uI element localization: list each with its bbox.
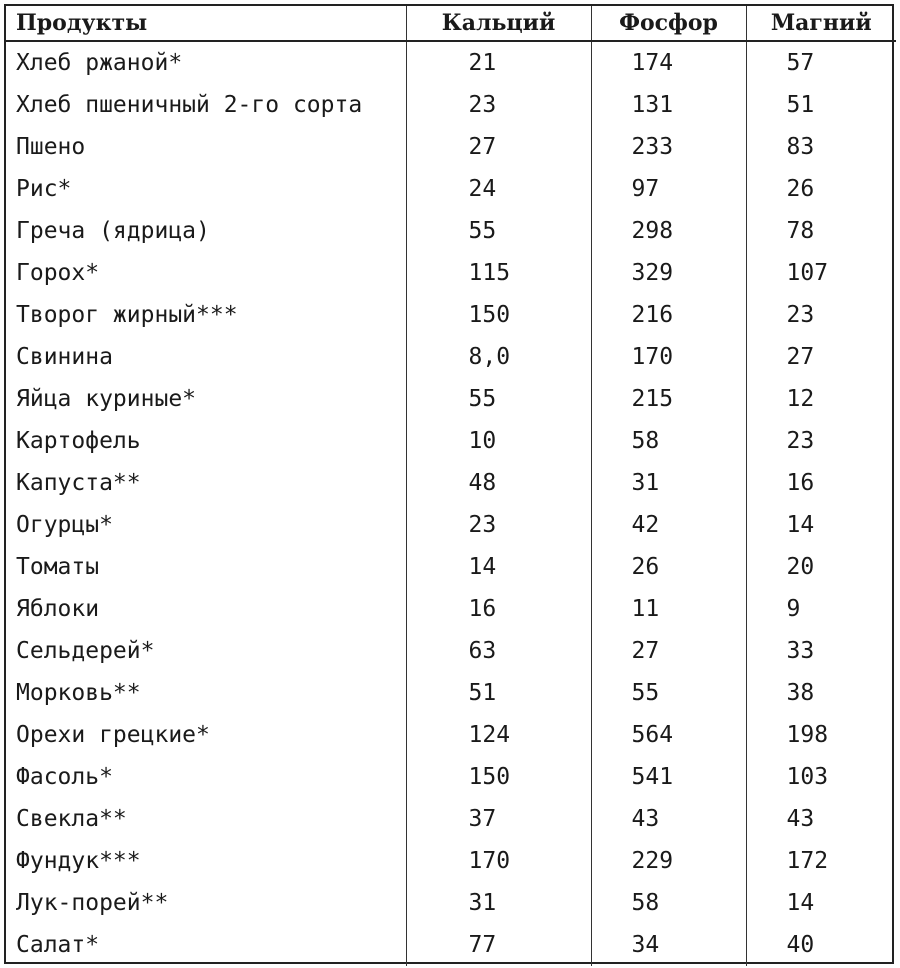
calcium-cell: 21: [406, 41, 591, 84]
header-magnesium: Магний: [746, 6, 896, 41]
calcium-cell: 170: [406, 840, 591, 882]
magnesium-cell: 172: [786, 848, 829, 874]
calcium-cell: 8,0: [406, 336, 591, 378]
header-products: Продукты: [6, 6, 406, 41]
minerals-table: [6, 6, 896, 966]
magnesium-cell: 198: [786, 722, 829, 748]
magnesium-cell: 20: [786, 554, 815, 580]
table-row: [6, 210, 896, 252]
magnesium-cell: 33: [786, 638, 815, 664]
calcium-cell: 150: [406, 294, 591, 336]
magnesium-cell: 26: [786, 176, 815, 202]
phosphorus-cell: 43: [591, 798, 746, 840]
product-cell: Творог жирный***: [6, 294, 406, 336]
product-cell: Хлеб пшеничный 2-го сорта: [6, 84, 406, 126]
magnesium-cell: 107: [786, 260, 829, 286]
calcium-cell: 14: [406, 546, 591, 588]
magnesium-cell: 23: [786, 302, 815, 328]
product-cell: Пшено: [6, 126, 406, 168]
product-cell: Морковь**: [6, 672, 406, 714]
product-cell: Хлеб ржаной*: [6, 41, 406, 84]
calcium-cell: 48: [406, 462, 591, 504]
calcium-cell: 37: [406, 798, 591, 840]
product-cell: Фасоль*: [6, 756, 406, 798]
phosphorus-cell: 55: [591, 672, 746, 714]
phosphorus-cell: 26: [591, 546, 746, 588]
calcium-cell: 16: [406, 588, 591, 630]
phosphorus-cell: 170: [591, 336, 746, 378]
phosphorus-cell: 229: [591, 840, 746, 882]
table-body: [6, 41, 896, 966]
table-row: [6, 840, 896, 882]
product-cell: Сельдерей*: [6, 630, 406, 672]
calcium-cell: 24: [406, 168, 591, 210]
calcium-cell: 55: [406, 210, 591, 252]
magnesium-cell: 14: [786, 512, 815, 538]
magnesium-cell: 78: [786, 218, 815, 244]
table-row: [6, 168, 896, 210]
phosphorus-cell: 58: [591, 882, 746, 924]
table-row: [6, 630, 896, 672]
product-cell: Яйца куриные*: [6, 378, 406, 420]
phosphorus-cell: 298: [591, 210, 746, 252]
table-row: [6, 252, 896, 294]
phosphorus-cell: 34: [591, 924, 746, 966]
product-cell: Огурцы*: [6, 504, 406, 546]
table-row: [6, 504, 896, 546]
header-phosphorus: Фосфор: [591, 6, 746, 41]
phosphorus-cell: 329: [591, 252, 746, 294]
calcium-cell: 77: [406, 924, 591, 966]
product-cell: Орехи грецкие*: [6, 714, 406, 756]
magnesium-cell: 83: [786, 134, 815, 160]
magnesium-cell: 51: [786, 92, 815, 118]
phosphorus-cell: 215: [591, 378, 746, 420]
phosphorus-cell: 11: [591, 588, 746, 630]
magnesium-cell: 40: [786, 932, 815, 958]
magnesium-cell: 16: [786, 470, 815, 496]
magnesium-cell: 27: [786, 344, 815, 370]
phosphorus-cell: 27: [591, 630, 746, 672]
calcium-cell: 10: [406, 420, 591, 462]
table-row: [6, 756, 896, 798]
calcium-cell: 27: [406, 126, 591, 168]
table-row: [6, 714, 896, 756]
calcium-cell: 23: [406, 504, 591, 546]
product-cell: Горох*: [6, 252, 406, 294]
header-calcium: Кальций: [406, 6, 591, 41]
table-row: [6, 41, 896, 84]
calcium-cell: 150: [406, 756, 591, 798]
table-row: [6, 798, 896, 840]
product-cell: Капуста**: [6, 462, 406, 504]
table-header-row: [6, 6, 896, 41]
phosphorus-cell: 541: [591, 756, 746, 798]
product-cell: Свинина: [6, 336, 406, 378]
product-cell: Лук-порей**: [6, 882, 406, 924]
phosphorus-cell: 58: [591, 420, 746, 462]
table-row: [6, 378, 896, 420]
phosphorus-cell: 31: [591, 462, 746, 504]
phosphorus-cell: 42: [591, 504, 746, 546]
calcium-cell: 124: [406, 714, 591, 756]
product-cell: Фундук***: [6, 840, 406, 882]
phosphorus-cell: 564: [591, 714, 746, 756]
table-row: [6, 462, 896, 504]
table-row: [6, 336, 896, 378]
table-row: [6, 882, 896, 924]
calcium-cell: 31: [406, 882, 591, 924]
calcium-cell: 23: [406, 84, 591, 126]
magnesium-cell: 103: [786, 764, 829, 790]
table-row: [6, 546, 896, 588]
table-row: [6, 294, 896, 336]
magnesium-cell: 43: [786, 806, 815, 832]
calcium-cell: 63: [406, 630, 591, 672]
phosphorus-cell: 174: [591, 41, 746, 84]
calcium-cell: 55: [406, 378, 591, 420]
table-row: [6, 924, 896, 966]
phosphorus-cell: 97: [591, 168, 746, 210]
magnesium-cell: 12: [786, 386, 815, 412]
magnesium-cell: 9: [786, 596, 801, 622]
product-cell: Греча (ядрица): [6, 210, 406, 252]
product-cell: Томаты: [6, 546, 406, 588]
calcium-cell: 51: [406, 672, 591, 714]
product-cell: Картофель: [6, 420, 406, 462]
magnesium-cell: 57: [786, 50, 815, 76]
product-cell: Салат*: [6, 924, 406, 966]
table-row: [6, 126, 896, 168]
phosphorus-cell: 233: [591, 126, 746, 168]
product-cell: Свекла**: [6, 798, 406, 840]
phosphorus-cell: 131: [591, 84, 746, 126]
nutrition-table-frame: [4, 4, 894, 964]
product-cell: Рис*: [6, 168, 406, 210]
magnesium-cell: 38: [786, 680, 815, 706]
magnesium-cell: 23: [786, 428, 815, 454]
phosphorus-cell: 216: [591, 294, 746, 336]
calcium-cell: 115: [406, 252, 591, 294]
table-row: [6, 672, 896, 714]
magnesium-cell: 14: [786, 890, 815, 916]
product-cell: Яблоки: [6, 588, 406, 630]
table-row: [6, 420, 896, 462]
table-row: [6, 588, 896, 630]
table-row: [6, 84, 896, 126]
